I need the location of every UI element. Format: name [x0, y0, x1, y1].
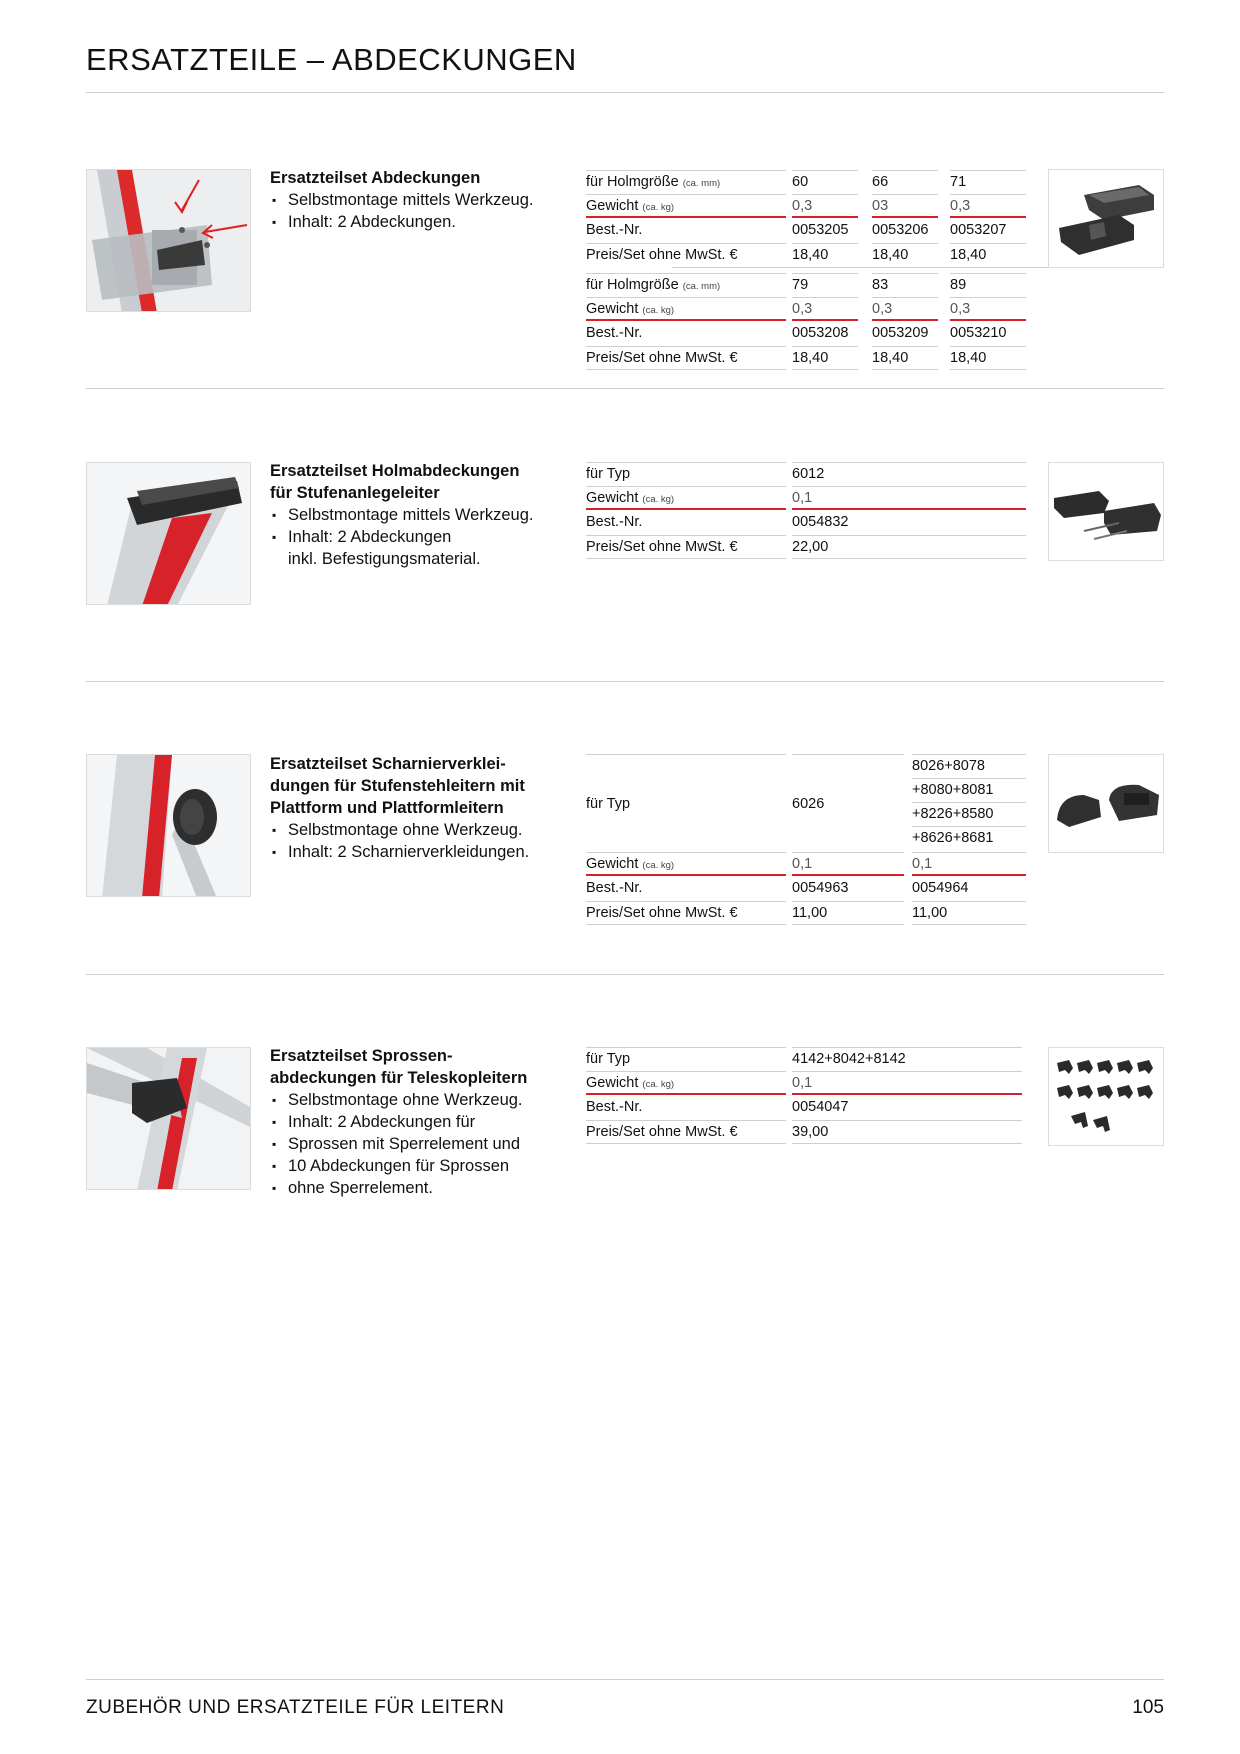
thumb-cover-parts	[1048, 169, 1164, 268]
cell-price: 18,40	[950, 346, 1026, 370]
cell-order-no: 0054047	[792, 1099, 849, 1115]
product-description	[270, 167, 570, 233]
cell-price: 18,40	[872, 346, 938, 370]
cell-weight: 03	[872, 194, 938, 218]
page-number: 105	[1132, 1697, 1164, 1718]
bullet-item: ▪ Inhalt: 2 Scharnierverkleidungen.	[270, 841, 570, 863]
product-title: Ersatzteilset Scharnierverklei- dungen für Stufenstehleitern mit Plattform und Plattformleitern	[270, 755, 525, 817]
section-divider	[86, 681, 1164, 682]
label-type: für Typ	[586, 1047, 786, 1071]
cell-price: 18,40	[872, 243, 938, 267]
cell-weight: 0,3	[792, 297, 858, 321]
label-weight: Gewicht (ca. kg)	[586, 297, 786, 321]
cell-order-no: 0053206	[872, 222, 929, 238]
cell-weight: 0,1	[792, 486, 1026, 510]
product-photo-hinge-cover	[86, 754, 251, 897]
product-photo-rail-cap	[86, 462, 251, 605]
bullet-item: ▪ Inhalt: 2 Abdeckungen für	[270, 1111, 570, 1133]
product-title: Ersatzteilset Sprossen- abdeckungen für Teleskopleitern	[270, 1047, 528, 1087]
footer-title: ZUBEHÖR UND ERSATZTEILE FÜR LEITERN	[86, 1697, 505, 1718]
bullet-item: ▪ Selbstmontage ohne Werkzeug.	[270, 1089, 570, 1111]
product-photo-rung-cap	[86, 1047, 251, 1190]
cell-type: 6026	[792, 754, 904, 852]
product-description	[270, 460, 570, 570]
bullet-item: ▪ Inhalt: 2 Abdeckungen.	[270, 211, 570, 233]
cell-size: 66	[872, 170, 938, 194]
cell-weight: 0,3	[872, 297, 938, 321]
cell-size: 60	[792, 170, 858, 194]
label-order-no: Best.-Nr.	[586, 514, 643, 530]
cell-size: 79	[792, 273, 858, 297]
cell-order-no: 0053209	[872, 325, 929, 341]
cell-order-no: 0053205	[792, 222, 849, 238]
cell-order-no: 0053208	[792, 325, 849, 341]
cell-type-line: +8080+8081	[912, 778, 1026, 802]
cell-order-no: 0054832	[792, 514, 849, 530]
cell-size: 83	[872, 273, 938, 297]
cell-weight: 0,1	[792, 1071, 1022, 1095]
cell-price: 22,00	[792, 535, 1026, 559]
cell-price: 11,00	[792, 901, 904, 925]
cell-price: 39,00	[792, 1120, 1022, 1144]
label-holm-size: für Holmgröße (ca. mm)	[586, 273, 786, 297]
cell-weight: 0,3	[950, 194, 1026, 218]
label-weight: Gewicht (ca. kg)	[586, 194, 786, 218]
label-weight: Gewicht (ca. kg)	[586, 486, 786, 510]
cell-type-line: +8226+8580	[912, 802, 1026, 826]
label-weight: Gewicht (ca. kg)	[586, 852, 786, 876]
cell-type-line: 8026+8078	[912, 754, 1026, 778]
label-order-no: Best.-Nr.	[586, 325, 643, 341]
product-description	[270, 1045, 570, 1199]
bullet-item: ▪ Selbstmontage mittels Werkzeug.	[270, 189, 570, 211]
cell-weight: 0,1	[792, 852, 904, 876]
label-price: Preis/Set ohne MwSt. €	[586, 243, 786, 267]
product-photo-ladder-cover	[86, 169, 251, 312]
cell-order-no: 0054964	[912, 880, 969, 896]
label-order-no: Best.-Nr.	[586, 1099, 643, 1115]
table-rule	[672, 267, 1112, 268]
cell-weight: 0,3	[792, 194, 858, 218]
bullet-continuation: ▪ 10 Abdeckungen für Sprossen	[270, 1155, 570, 1177]
label-price: Preis/Set ohne MwSt. €	[586, 535, 786, 559]
title-rule	[86, 92, 1164, 93]
bullet-item: ▪ Selbstmontage mittels Werkzeug.	[270, 504, 570, 526]
label-order-no: Best.-Nr.	[586, 222, 643, 238]
bullet-continuation: ▪ inkl. Befestigungsmaterial.	[270, 548, 570, 570]
cell-weight: 0,1	[912, 852, 1026, 876]
product-title: Ersatzteilset Holmabdeckungen für Stufenanlegeleiter	[270, 462, 520, 502]
bullet-item: ▪ Selbstmontage ohne Werkzeug.	[270, 819, 570, 841]
thumb-hinge-covers	[1048, 754, 1164, 853]
label-type: für Typ	[586, 462, 786, 486]
cell-price: 18,40	[792, 346, 858, 370]
cell-type: 6012	[792, 462, 1026, 486]
cell-type: 4142+8042+8142	[792, 1047, 1022, 1071]
label-holm-size: für Holmgröße (ca. mm)	[586, 170, 786, 194]
cell-price: 18,40	[950, 243, 1026, 267]
section-divider	[86, 388, 1164, 389]
label-weight: Gewicht (ca. kg)	[586, 1071, 786, 1095]
label-type: für Typ	[586, 754, 786, 852]
bullet-continuation: ▪ ohne Sperrelement.	[270, 1177, 570, 1199]
cell-size: 89	[950, 273, 1026, 297]
cell-weight: 0,3	[950, 297, 1026, 321]
product-title: Ersatzteilset Abdeckungen	[270, 169, 481, 187]
cell-price: 18,40	[792, 243, 858, 267]
bullet-item: ▪ Inhalt: 2 Abdeckungen	[270, 526, 570, 548]
label-price: Preis/Set ohne MwSt. €	[586, 1120, 786, 1144]
cell-order-no: 0054963	[792, 880, 849, 896]
thumb-rung-caps	[1048, 1047, 1164, 1146]
footer-rule	[86, 1679, 1164, 1680]
label-price: Preis/Set ohne MwSt. €	[586, 346, 786, 370]
cell-order-no: 0053207	[950, 222, 1007, 238]
cell-order-no: 0053210	[950, 325, 1007, 341]
cell-size: 71	[950, 170, 1026, 194]
label-order-no: Best.-Nr.	[586, 880, 643, 896]
section-divider	[86, 974, 1164, 975]
page-title: ERSATZTEILE – ABDECKUNGEN	[86, 42, 577, 77]
cell-price: 11,00	[912, 901, 1026, 925]
thumb-rail-caps	[1048, 462, 1164, 561]
product-description	[270, 753, 570, 863]
label-price: Preis/Set ohne MwSt. €	[586, 901, 786, 925]
cell-type-line: +8626+8681	[912, 826, 1026, 850]
bullet-continuation: ▪ Sprossen mit Sperrelement und	[270, 1133, 570, 1155]
